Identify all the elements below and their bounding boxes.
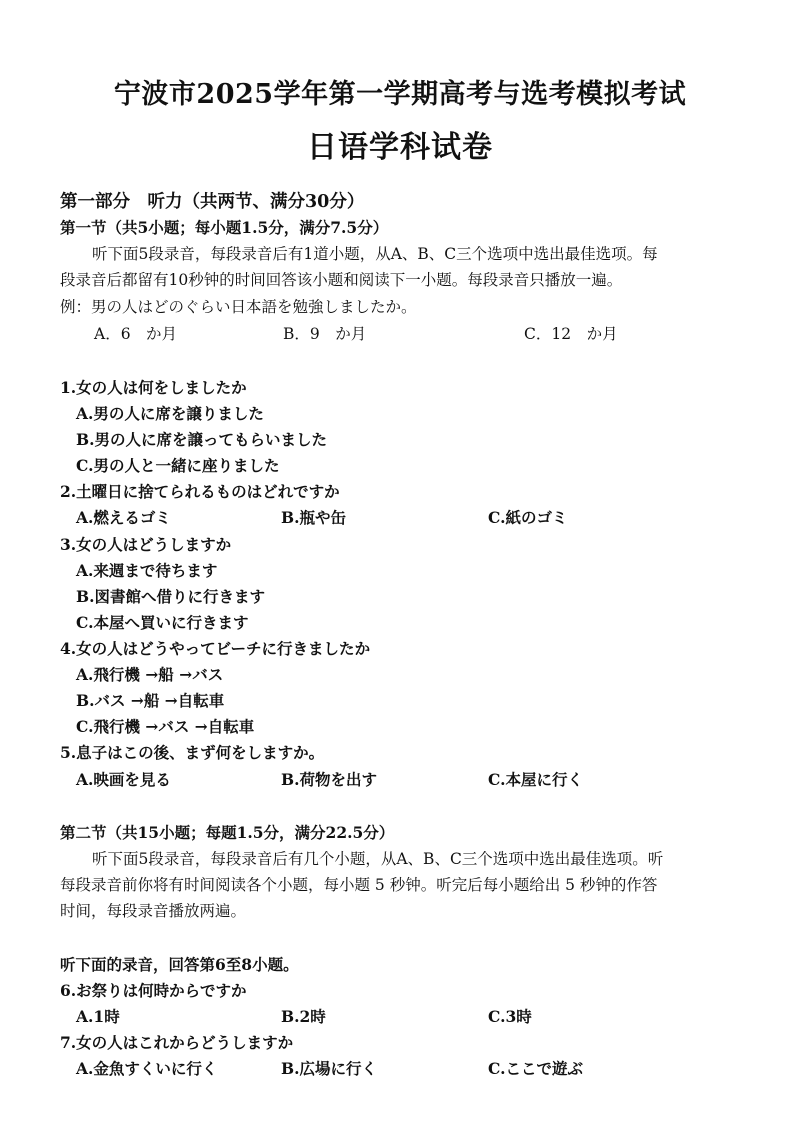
example-option-b: B．9 か月 [283, 325, 367, 343]
question-3-option-a: A.来週まで待ちます [76, 561, 218, 580]
question-5: 5.息子はこの後、まず何をしますか。 [60, 743, 325, 762]
section1-instruction-line: 听下面5段录音，每段录音后有1道小题，从A、B、C三个选项中选出最佳选项。每 [92, 245, 658, 263]
question-1-option-b: B.男の人に席を譲ってもらいました [76, 430, 327, 449]
example-option-c: C．12 か月 [524, 325, 618, 343]
section2-instruction-line: 时间，每段录音播放两遍。 [60, 902, 247, 920]
question-3-option-c: C.本屋へ買いに行きます [76, 613, 249, 632]
section2-instruction-line: 听下面5段录音，每段录音后有几个小题，从A、B、C三个选项中选出最佳选项。听 [92, 850, 664, 868]
part1-heading: 第一部分 听力（共两节、满分30分） [60, 192, 365, 212]
question-6-option-b: B.2時 [281, 1007, 326, 1026]
question-2-option-a: A.燃えるゴミ [76, 508, 171, 527]
question-1-option-c: C.男の人と一緒に座りました [76, 456, 280, 475]
question-2-option-c: C.紙のゴミ [488, 508, 568, 527]
section1-instruction-line: 段录音后都留有10秒钟的时间回答该小题和阅读下一小题。每段录音只播放一遍。 [60, 271, 623, 289]
question-5-option-a: A.映画を見る [76, 770, 171, 789]
group-intro: 听下面的录音，回答第6至8小题。 [60, 955, 299, 974]
example-question: 例：男の人はどのぐらい日本語を勉強しましたか。 [60, 298, 417, 316]
question-5-option-b: B.荷物を出す [281, 770, 377, 789]
question-6-option-a: A.1時 [76, 1007, 120, 1026]
question-7-option-a: A.金魚すくいに行く [76, 1059, 218, 1078]
question-7-option-c: C.ここで遊ぶ [488, 1059, 583, 1078]
question-4-option-b: B.バス →船 →自転車 [76, 691, 225, 710]
question-7-option-b: B.広場に行く [281, 1059, 377, 1078]
question-6: 6.お祭りは何時からですか [60, 981, 247, 1000]
question-1-option-a: A.男の人に席を譲りました [76, 404, 264, 423]
question-3: 3.女の人はどうしますか [60, 535, 232, 554]
question-1: 1.女の人は何をしましたか [60, 378, 247, 397]
question-2: 2.土曜日に捨てられるものはどれですか [60, 482, 340, 501]
question-7: 7.女の人はこれからどうしますか [60, 1033, 294, 1052]
question-2-option-b: B.瓶や缶 [281, 508, 346, 527]
question-6-option-c: C.3時 [488, 1007, 532, 1026]
section1-heading: 第一节（共5小题；每小题1.5分，满分7.5分） [60, 218, 389, 237]
section2-instruction-line: 每段录音前你将有时间阅读各个小题，每小题 5 秒钟。听完后每小题给出 5 秒钟的作答 [60, 876, 658, 894]
question-5-option-c: C.本屋に行く [488, 770, 583, 789]
question-4: 4.女の人はどうやってビーチに行きましたか [60, 639, 371, 658]
question-4-option-a: A.飛行機 →船 →バス [76, 665, 224, 684]
exam-subtitle: 日语学科试卷 [307, 130, 493, 165]
example-option-a: A．6 か月 [94, 325, 178, 343]
question-3-option-b: B.図書館へ借りに行きます [76, 587, 265, 606]
section2-heading: 第二节（共15小题；每题1.5分，满分22.5分） [60, 823, 395, 842]
exam-title: 宁波市2025学年第一学期高考与选考模拟考试 [113, 79, 687, 110]
question-4-option-c: C.飛行機 →バス →自転車 [76, 717, 255, 736]
